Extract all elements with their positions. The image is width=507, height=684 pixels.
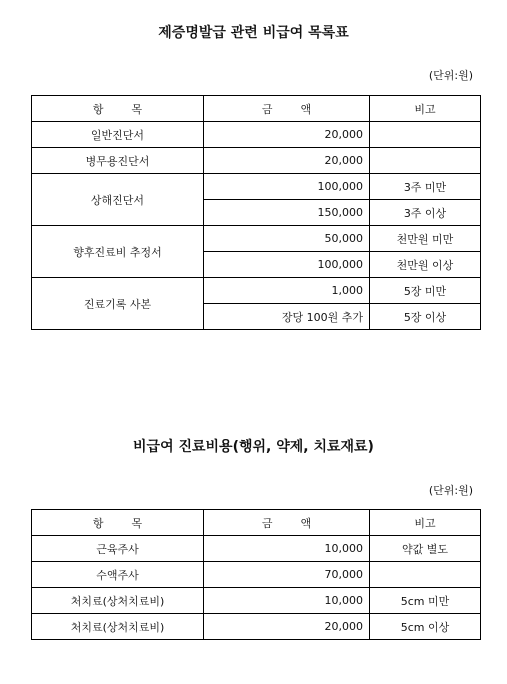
row-item: 수액주사 xyxy=(32,562,204,588)
row-item: 진료기록 사본 xyxy=(32,278,204,330)
row-note: 5cm 미만 xyxy=(370,588,481,614)
header-amount: 금 액 xyxy=(204,96,370,122)
row-note: 5장 미만 xyxy=(370,278,481,304)
row-note: 천만원 이상 xyxy=(370,252,481,278)
row-amount: 100,000 xyxy=(204,252,370,278)
row-item: 향후진료비 추정서 xyxy=(32,226,204,278)
section2-unit-label: (단위:원) xyxy=(428,484,473,497)
row-item: 병무용진단서 xyxy=(32,148,204,174)
row-note: 5장 이상 xyxy=(370,304,481,330)
row-amount: 10,000 xyxy=(204,588,370,614)
table-row xyxy=(32,278,481,304)
row-note: 약값 별도 xyxy=(370,536,481,562)
row-note: 5cm 이상 xyxy=(370,614,481,640)
row-note xyxy=(370,148,481,174)
row-note xyxy=(370,122,481,148)
table-row xyxy=(32,148,481,174)
row-amount: 20,000 xyxy=(204,614,370,640)
row-note xyxy=(370,562,481,588)
row-item: 처치료(상처치료비) xyxy=(32,588,204,614)
row-note: 천만원 미만 xyxy=(370,226,481,252)
row-amount: 10,000 xyxy=(204,536,370,562)
row-amount: 20,000 xyxy=(204,148,370,174)
table-row xyxy=(32,226,481,252)
row-item: 일반진단서 xyxy=(32,122,204,148)
row-amount: 장당 100원 추가 xyxy=(204,304,370,330)
row-note: 3주 이상 xyxy=(370,200,481,226)
table-row xyxy=(32,588,481,614)
treatment-fee-table xyxy=(31,509,481,640)
row-item: 처치료(상처치료비) xyxy=(32,614,204,640)
row-amount: 50,000 xyxy=(204,226,370,252)
section1-unit-label: (단위:원) xyxy=(428,69,473,82)
table-row xyxy=(32,174,481,200)
table-row xyxy=(32,562,481,588)
certificate-fee-table xyxy=(31,95,481,330)
header-note: 비고 xyxy=(370,96,481,122)
row-item: 근육주사 xyxy=(32,536,204,562)
section2-title: 비급여 진료비용(행위, 약제, 치료재료) xyxy=(133,439,374,455)
row-amount: 100,000 xyxy=(204,174,370,200)
row-amount: 1,000 xyxy=(204,278,370,304)
table-row xyxy=(32,536,481,562)
table-header-row xyxy=(32,510,481,536)
header-item: 항 목 xyxy=(32,510,204,536)
table-row xyxy=(32,122,481,148)
row-amount: 20,000 xyxy=(204,122,370,148)
row-amount: 150,000 xyxy=(204,200,370,226)
table-header-row xyxy=(32,96,481,122)
table-row xyxy=(32,614,481,640)
header-item: 항 목 xyxy=(32,96,204,122)
header-amount: 금 액 xyxy=(204,510,370,536)
row-item: 상해진단서 xyxy=(32,174,204,226)
header-note: 비고 xyxy=(370,510,481,536)
section1-title: 제증명발급 관련 비급여 목록표 xyxy=(158,25,349,41)
row-note: 3주 미만 xyxy=(370,174,481,200)
row-amount: 70,000 xyxy=(204,562,370,588)
